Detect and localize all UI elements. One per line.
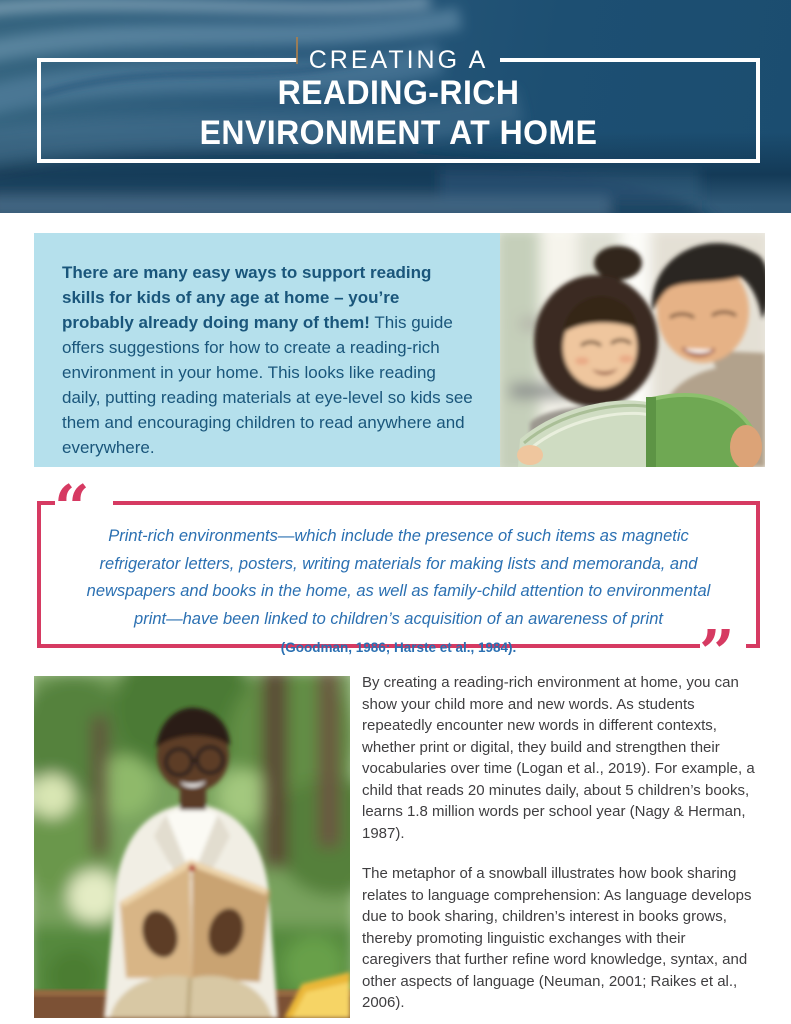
photo-man-reading-park xyxy=(34,676,350,1018)
quote-paragraph xyxy=(69,523,728,662)
page-title xyxy=(62,73,734,153)
quote-text: Print-rich environments—which include the presence of such items as magnetic refrigerator letters, posters, writing materials for making lists and memoranda, and newspapers and books in the home, as well as family-child attention to environmental print—have been linked to children’s acquisition of an awareness of print xyxy=(86,527,711,628)
pull-quote xyxy=(37,471,760,689)
body-paragraph-1: By creating a reading-rich environment at home, you can show your child more and new words. As students repeatedly encounter new words in different contexts, whether print or digital, they build and strengthen their vocabularies over time (Logan et al., 2019). For example, a child that reads 20 minutes daily, about 5 children’s books, learns 1.8 million words per school year (Nagy & Herman, 1987). xyxy=(362,674,755,842)
quote-border xyxy=(113,501,760,505)
quote-citation: (Goodman, 1986; Harste et al., 1984). xyxy=(280,640,517,655)
body-paragraph-2: The metaphor of a snowball illustrates how book sharing relates to language comprehension: As language develops due to book sharing, children’s interest in books grows, thereby promoting linguistic exchanges with their caregivers that further refine word knowledge, syntax, and other aspects of language (Neuman, 2001; Raikes et al., 2006). xyxy=(362,865,752,1011)
quote-border xyxy=(37,501,41,648)
intro-paragraph xyxy=(62,260,474,460)
kicker-text: CREATING A xyxy=(308,45,489,74)
photo-father-daughter-reading xyxy=(500,233,765,467)
page-title-line1: READING-RICH xyxy=(277,74,520,112)
title-rule-right xyxy=(500,58,760,62)
quote-border xyxy=(37,501,55,505)
body-text-column xyxy=(362,672,758,1014)
header-banner xyxy=(0,0,791,213)
close-quote-icon: ” xyxy=(699,616,735,689)
title-topline xyxy=(37,44,760,76)
quote-border xyxy=(756,501,760,648)
quote-border xyxy=(746,644,760,648)
title-rule-left xyxy=(37,58,297,62)
open-quote-icon: “ xyxy=(54,471,90,544)
intro-callout xyxy=(34,233,500,467)
intro-bold-text: There are many easy ways to support reading skills for kids of any age at home – you’re probably already doing many of them! xyxy=(62,263,432,332)
intro-regular-text: This guide offers suggestions for how to create a reading-rich environment in your home. This looks like reading daily, putting reading materials at eye-level so kids see them and encouraging children to read anywhere and everywhere. xyxy=(62,313,473,457)
text-cursor-artifact xyxy=(296,37,298,64)
title-frame xyxy=(37,45,760,163)
page-title-line2: ENVIRONMENT AT HOME xyxy=(199,114,598,152)
